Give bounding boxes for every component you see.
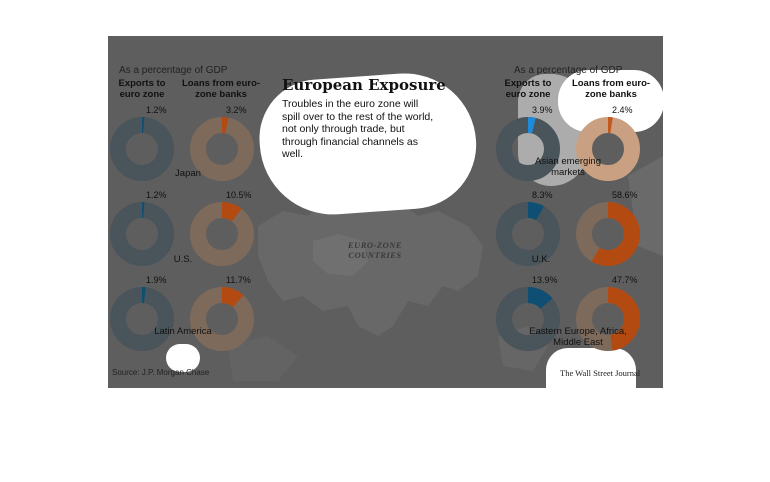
credit: The Wall Street Journal [560, 368, 641, 378]
eastern-europe-africa-middle-east-loans-value-label: 47.7% [612, 275, 638, 285]
region-label-asian-emerging-markets: Asian emerging markets [534, 156, 601, 178]
u-k-loans-value-label: 58.6% [612, 190, 638, 200]
region-label-u-s: U.S. [173, 254, 193, 265]
japan-exports-value-label: 1.2% [146, 105, 167, 115]
japan-exports-donut [109, 116, 175, 182]
u-s-exports-donut [109, 201, 175, 267]
map-label: EURO-ZONE COUNTRIES [347, 240, 403, 260]
region-label-u-k: U.K. [531, 254, 551, 265]
latin-america-exports-donut [109, 286, 175, 352]
infographic [108, 36, 663, 388]
u-k-loans-donut [575, 201, 641, 267]
u-s-loans-donut [189, 201, 255, 267]
source-note: Source: J.P. Morgan Chase [112, 368, 210, 377]
latin-america-exports-value-label: 1.9% [146, 275, 167, 285]
u-s-exports-value-label: 1.2% [146, 190, 167, 200]
region-label-eastern-europe-africa-middle-east: Eastern Europe, Africa, Middle East [529, 326, 627, 348]
right-col2-header: Loans from euro-zone banks [571, 78, 651, 100]
left-col1-header: Exports to euro zone [118, 78, 166, 100]
region-label-japan: Japan [175, 168, 201, 179]
region-label-latin-america: Latin America [154, 326, 212, 337]
u-s-loans-value-label: 10.5% [226, 190, 252, 200]
latin-america-loans-value-label: 11.7% [226, 275, 251, 285]
left-col2-header: Loans from euro-zone banks [181, 78, 261, 100]
right-caption: As a percentage of GDP [514, 65, 623, 76]
asian-emerging-markets-exports-value-label: 3.9% [532, 105, 553, 115]
japan-loans-value-label: 3.2% [226, 105, 247, 115]
chart-description: Troubles in the euro zone will spill over to the rest of the world, not only through trade, but through financial channels as well. [282, 98, 434, 160]
eastern-europe-africa-middle-east-exports-value-label: 13.9% [532, 275, 558, 285]
latin-america-loans-donut [189, 286, 255, 352]
left-caption: As a percentage of GDP [119, 65, 228, 76]
chart-title: European Exposure [282, 76, 446, 94]
right-col1-header: Exports to euro zone [504, 78, 552, 100]
u-k-exports-value-label: 8.3% [532, 190, 553, 200]
asian-emerging-markets-loans-value-label: 2.4% [612, 105, 633, 115]
